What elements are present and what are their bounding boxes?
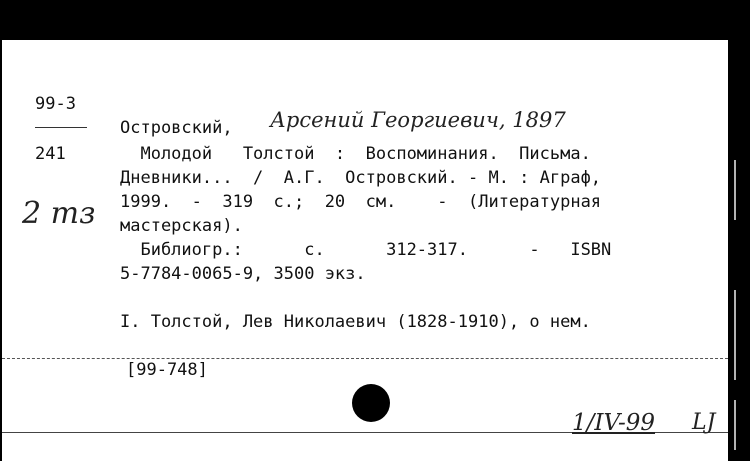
call-number-top: 99-3 — [35, 94, 76, 114]
catalog-card — [2, 40, 728, 461]
series-line: мастерская). — [120, 216, 243, 236]
call-number-bottom: 241 — [35, 144, 66, 164]
handwritten-location-mark: 2 тз — [22, 196, 96, 231]
author-heading: Островский, — [120, 118, 233, 138]
punch-hole — [352, 384, 390, 422]
bibliography-line: Библиогр.: с. 312-317. - ISBN — [120, 240, 612, 260]
author-handwritten-name: Арсений Георгиевич, 1897 — [270, 108, 566, 132]
isbn-line: 5-7784-0065-9, 3500 экз. — [120, 264, 366, 284]
scan-top-border — [0, 0, 750, 40]
handwritten-initials: LJ — [692, 410, 716, 435]
subject-entry: I. Толстой, Лев Николаевич (1828-1910), о нем. — [120, 312, 591, 332]
responsibility-line: Дневники... / А.Г. Островский. - М. : Аграф, — [120, 168, 602, 188]
handwritten-date: 1/IV-99 — [572, 410, 656, 436]
scan-right-border — [728, 40, 750, 461]
title-line: Молодой Толстой : Воспоминания. Письма. — [120, 144, 591, 164]
accession-number: [99-748] — [126, 360, 208, 380]
call-number-divider — [35, 127, 87, 128]
guide-line-upper — [2, 358, 728, 359]
physical-description-line: 1999. - 319 с.; 20 см. - (Литературная — [120, 192, 602, 212]
